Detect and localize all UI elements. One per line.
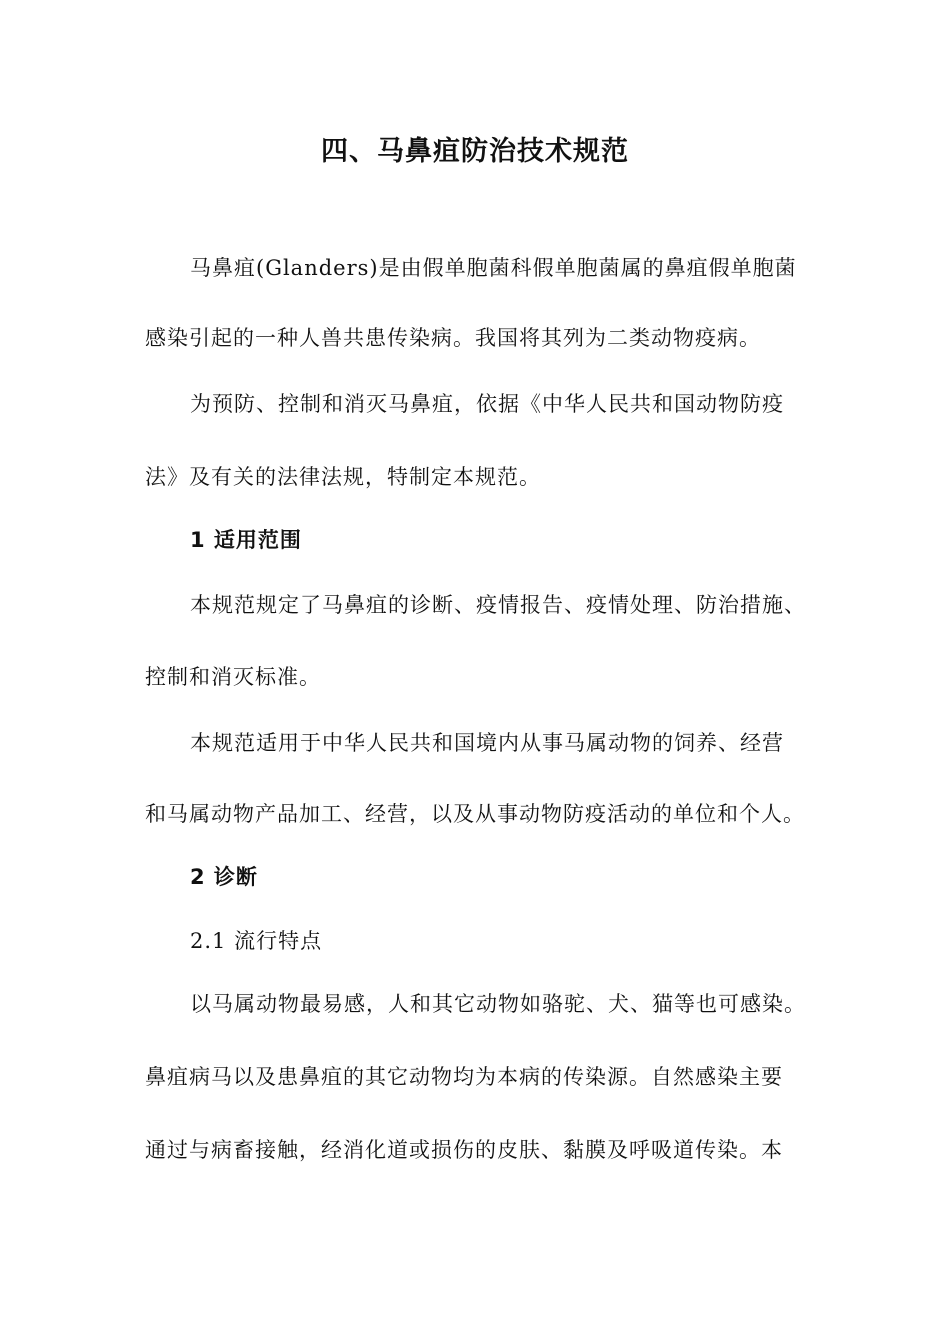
subsection-heading: 2.1 流行特点 — [190, 929, 323, 953]
paragraph-line: 控制和消灭标准。 — [145, 665, 321, 689]
paragraph-line: 通过与病畜接触，经消化道或损伤的皮肤、黏膜及呼吸道传染。本 — [145, 1138, 783, 1162]
paragraph-line: 法》及有关的法律法规，特制定本规范。 — [145, 465, 541, 489]
paragraph-line: 本规范适用于中华人民共和国境内从事马属动物的饲养、经营 — [190, 731, 784, 755]
section-heading: 1 适用范围 — [190, 528, 302, 552]
paragraph-line: 本规范规定了马鼻疽的诊断、疫情报告、疫情处理、防治措施、 — [190, 593, 806, 617]
paragraph-line: 为预防、控制和消灭马鼻疽，依据《中华人民共和国动物防疫 — [190, 392, 784, 416]
paragraph-line: 以马属动物最易感，人和其它动物如骆驼、犬、猫等也可感染。 — [190, 992, 806, 1016]
paragraph-line: 鼻疽病马以及患鼻疽的其它动物均为本病的传染源。自然感染主要 — [145, 1065, 783, 1089]
paragraph-line: 和马属动物产品加工、经营，以及从事动物防疫活动的单位和个人。 — [145, 802, 805, 826]
paragraph-line: 感染引起的一种人兽共患传染病。我国将其列为二类动物疫病。 — [145, 326, 761, 350]
document-title: 四、马鼻疽防治技术规范 — [321, 136, 629, 167]
section-heading: 2 诊断 — [190, 865, 258, 889]
paragraph-line: 马鼻疽(Glanders)是由假单胞菌科假单胞菌属的鼻疽假单胞菌 — [190, 256, 797, 280]
